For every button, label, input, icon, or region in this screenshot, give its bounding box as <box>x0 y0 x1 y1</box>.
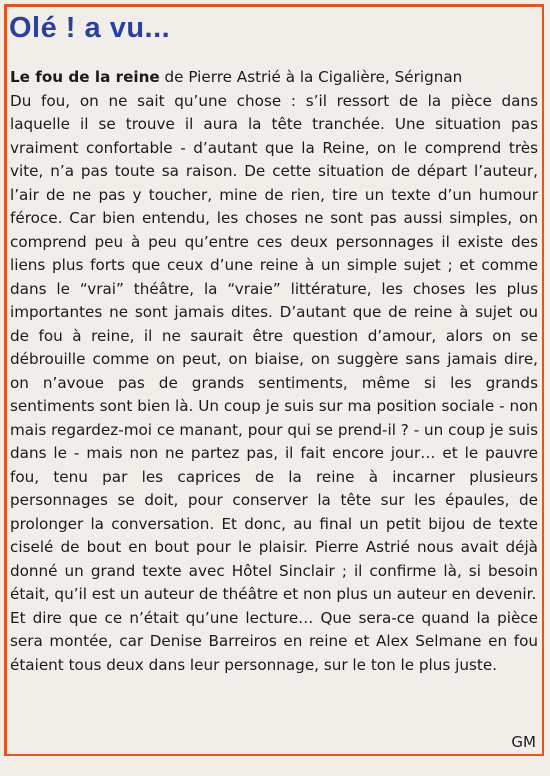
play-title: Le fou de la reine <box>10 68 160 86</box>
article-paragraph-2: Et dire que ce n’était qu’une lecture… Que sera-ce quand la pièce sera montée, car Denise Barreiros en reine et Alex Selmane en fou étaient tous deux dans leur personnage, sur le ton le plus juste. <box>10 608 538 674</box>
play-byline: de Pierre Astrié à la Cigalière, Sérignan <box>159 68 463 86</box>
article-body <box>10 66 538 677</box>
author-signature: GM <box>511 733 536 751</box>
section-heading: Olé ! a vu... <box>9 12 171 44</box>
article-lead-line <box>10 66 538 90</box>
article-paragraph-1: Du fou, on ne sait qu’une chose : s’il ressort de la pièce dans laquelle il se trouve il aura la tête tranchée. Une situation pas vraiment confortable - d’autant que la Reine, on le comprend très vite, n’a pas toute sa raison. De cette situation de départ l’auteur, l’air de ne pas y toucher, mine de rien, tire un texte d’un humour féroce. Car bien entendu, les choses ne sont pas aussi simples, on comprend peu à peu qu’entre ces deux personnages il existe des liens plus forts que ceux d’une reine à un simple sujet ; et comme dans le “vrai” théâtre, la “vraie” littérature, les choses les plus importantes ne sont jamais dites. D’autant que de reine à sujet ou de fou à reine, il ne saurait être question d’amour, alors on se débrouille comme on peut, on biaise, on suggère sans jamais dire, on n’avoue pas de grands sentiments, même si les grands sentiments sont bien là. Un coup je suis sur ma position sociale - non mais regardez-moi ce manant, pour qui se prend-il ? - un coup je suis dans le - mais non ne partez pas, il fait encore jour… et le pauvre fou, tenu par les caprices de la reine à incarner plusieurs personnages se doit, pour conserver la tête sur les épaules, de prolonger la conversation. Et donc, au final un petit bijou de texte ciselé de bout en bout pour le plaisir. Pierre Astrié nous avait déjà donné un grand texte avec Hôtel Sinclair ; il confirme là, si besoin était, qu’il est un auteur de théâtre et non plus un auteur en devenir. <box>10 91 538 603</box>
